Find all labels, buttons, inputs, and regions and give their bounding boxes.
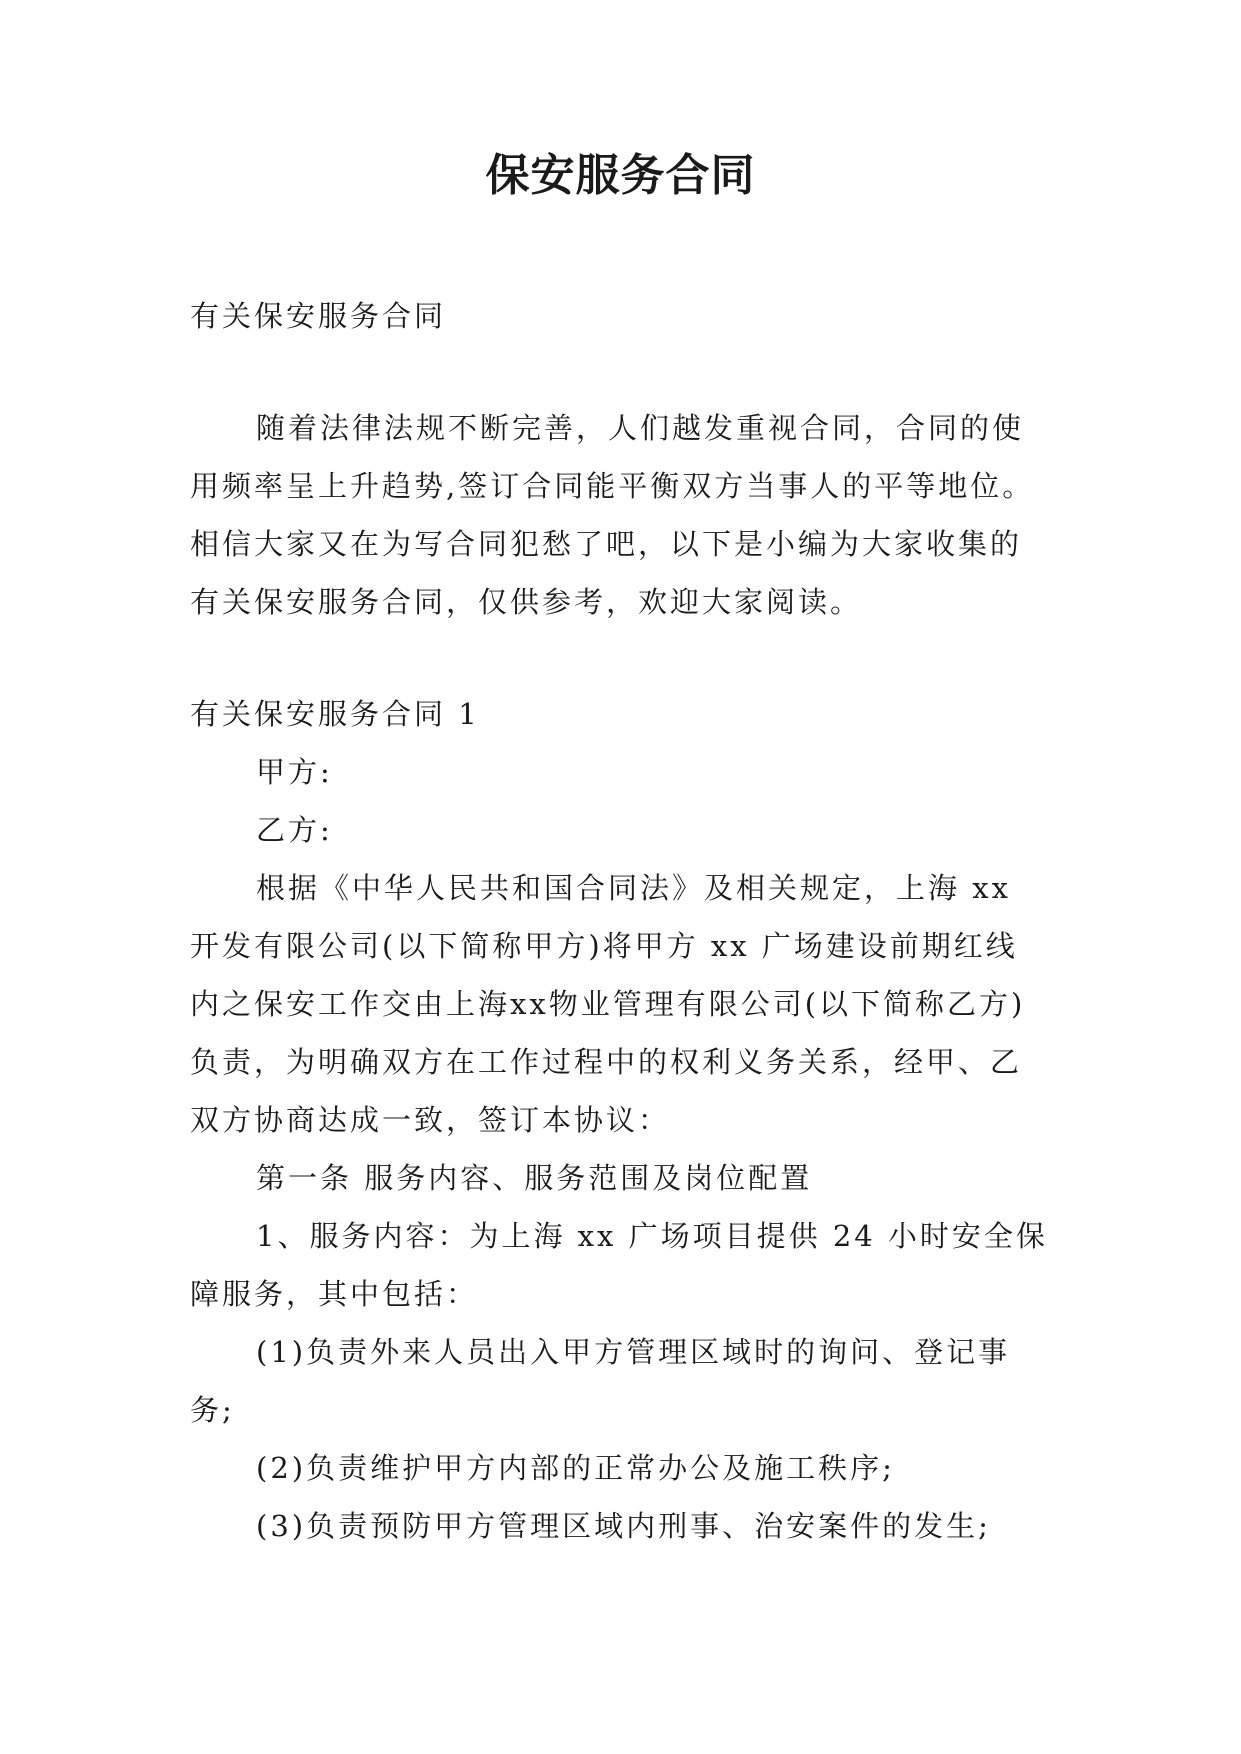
paragraph-line: 随着法律法规不断完善，人们越发重视合同，合同的使 — [256, 411, 1025, 445]
document-title: 保安服务合同 — [485, 150, 756, 201]
paragraph-line: 障服务，其中包括： — [190, 1277, 479, 1311]
list-item-line: 务; — [190, 1393, 235, 1427]
paragraph-line: 双方协商达成一致，签订本协议： — [190, 1103, 671, 1137]
paragraph-line: 开发有限公司(以下简称甲方)将甲方 xx 广场建设前期红线 — [190, 929, 1018, 963]
article-heading: 第一条 服务内容、服务范围及岗位配置 — [256, 1161, 813, 1195]
section-heading: 有关保安服务合同 — [190, 299, 447, 333]
paragraph-line: 根据《中华人民共和国合同法》及相关规定，上海 xx — [256, 871, 1011, 905]
paragraph-line: 内之保安工作交由上海xx物业管理有限公司(以下简称乙方) — [190, 987, 1026, 1021]
party-a-label: 甲方: — [256, 755, 333, 789]
paragraph-line: 用频率呈上升趋势,签订合同能平衡双方当事人的平等地位。 — [190, 469, 1035, 503]
list-item-line: (2)负责维护甲方内部的正常办公及施工秩序; — [256, 1451, 895, 1485]
paragraph-line: 1、服务内容：为上海 xx 广场项目提供 24 小时安全保 — [256, 1219, 1048, 1253]
section-heading: 有关保安服务合同 1 — [190, 697, 480, 731]
party-b-label: 乙方: — [256, 813, 333, 847]
list-item-line: (1)负责外来人员出入甲方管理区域时的询问、登记事 — [256, 1335, 1011, 1369]
paragraph-line: 有关保安服务合同，仅供参考，欢迎大家阅读。 — [190, 585, 863, 619]
paragraph-line: 相信大家又在为写合同犯愁了吧，以下是小编为大家收集的 — [190, 527, 1023, 561]
paragraph-line: 负责，为明确双方在工作过程中的权利义务关系，经甲、乙 — [190, 1045, 1023, 1079]
list-item-line: (3)负责预防甲方管理区域内刑事、治安案件的发生; — [256, 1509, 991, 1543]
